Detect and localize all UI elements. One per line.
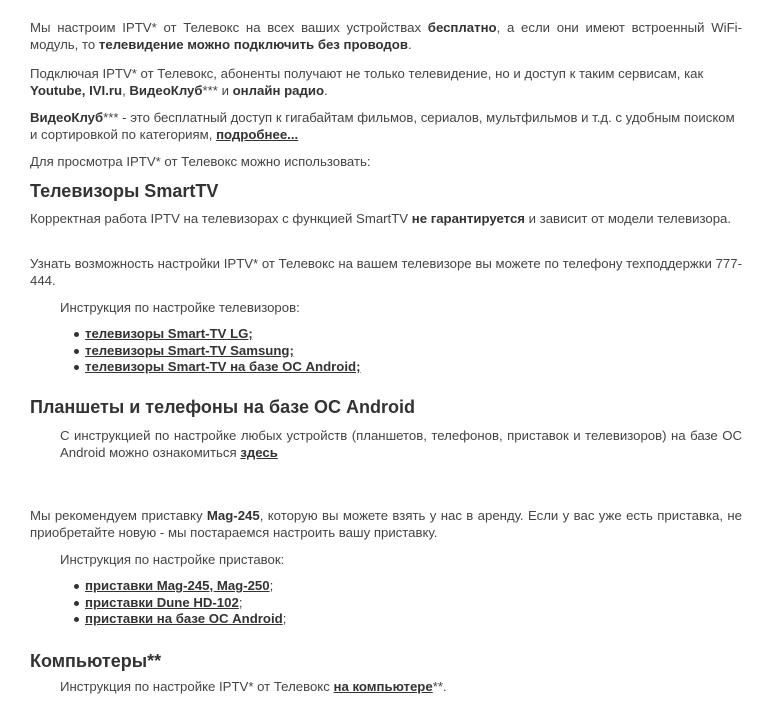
- list-item: [85, 611, 286, 628]
- emphasis-radio: онлайн радио: [232, 82, 325, 98]
- list-item: [85, 343, 360, 360]
- text: *** и: [202, 82, 233, 98]
- text: *** - это бесплатный доступ к гигабайтам фильмов, сериалов, мультфильмов и т.д. с удобным поиском и сортировкой по категориям,: [30, 110, 735, 142]
- list-item: [85, 359, 360, 376]
- text: ;: [269, 578, 274, 593]
- smarttv-paragraph-2: Узнать возможность настройки IPTV* от Телевокс на вашем телевизоре вы можете по телефону техподдержки 777-444.: [30, 256, 742, 288]
- android-paragraph: [60, 428, 742, 461]
- list-item: [85, 595, 286, 612]
- text: , а если они имеют встроенный WiFi-модуль, то: [30, 20, 742, 52]
- settop-android-link[interactable]: приставки на базе ОС Android: [85, 611, 283, 626]
- mag-link[interactable]: приставки Mag-245, Mag-250: [85, 578, 270, 593]
- text: и зависит от модели телевизора.: [524, 211, 732, 226]
- text: .: [324, 82, 328, 98]
- text: Мы настроим IPTV* от Телевокс на всех ваших устройствах: [30, 20, 428, 35]
- emphasis-videoclub: ВидеоКлуб: [129, 82, 203, 98]
- tv-instructions-list: [30, 326, 360, 376]
- intro-paragraph-4: Для просмотра IPTV* от Телевокс можно использовать:: [30, 154, 371, 169]
- emphasis-wireless: телевидение можно подключить без проводов: [98, 36, 408, 52]
- tv-lg-link[interactable]: телевизоры Smart-TV LG;: [85, 326, 253, 341]
- dune-link[interactable]: приставки Dune HD-102: [85, 594, 239, 610]
- computers-paragraph: [60, 679, 447, 696]
- intro-paragraph-3: [30, 110, 742, 143]
- text: ;: [238, 594, 243, 610]
- here-link[interactable]: здесь: [240, 444, 278, 460]
- settop-instructions-title: Инструкция по настройке приставок:: [60, 552, 285, 567]
- emphasis-free: бесплатно: [427, 20, 497, 35]
- intro-paragraph-2: [30, 66, 742, 99]
- tv-instructions-title: Инструкция по настройке телевизоров:: [60, 300, 300, 315]
- emphasis-services: Youtube, IVI.ru: [30, 82, 123, 98]
- list-item: [85, 326, 360, 343]
- text: ,: [122, 82, 130, 98]
- text: ;: [282, 611, 287, 626]
- list-item: [85, 578, 286, 595]
- tv-android-link[interactable]: телевизоры Smart-TV на базе ОС Android;: [85, 359, 361, 374]
- more-link[interactable]: подробнее...: [216, 126, 299, 142]
- intro-paragraph-1: [30, 20, 742, 53]
- text: С инструкцией по настройке любых устройств (планшетов, телефонов, приставок и телевизоров) на базе ОС Android можно ознакомиться: [60, 428, 742, 460]
- emphasis-mag245: Mag-245: [206, 508, 260, 523]
- text: Подключая IPTV* от Телевокс, абоненты получают не только телевидение, но и доступ к таким сервисам, как: [30, 66, 704, 81]
- settop-paragraph: [30, 508, 742, 541]
- text: Инструкция по настройке IPTV* от Телевокс: [60, 679, 334, 694]
- tv-samsung-link[interactable]: телевизоры Smart-TV Samsung;: [85, 342, 294, 358]
- smarttv-paragraph-1: [30, 211, 742, 228]
- computer-link[interactable]: на компьютере: [333, 679, 433, 694]
- text: .: [407, 36, 412, 52]
- emphasis-not-guaranteed: не гарантируется: [411, 211, 525, 226]
- android-heading: Планшеты и телефоны на базе ОС Android: [30, 397, 416, 417]
- text: Корректная работа IPTV на телевизорах с функцией SmartTV: [30, 211, 412, 226]
- text: Мы рекомендуем приставку: [30, 508, 207, 523]
- text: , которую вы можете взять у нас в аренду. Если у вас уже есть приставка, не приобретайте новую - мы постараемся настроить вашу приставку.: [30, 508, 742, 540]
- settop-instructions-list: [30, 578, 286, 628]
- smarttv-heading: Телевизоры SmartTV: [30, 181, 219, 201]
- computers-heading: Компьютеры**: [30, 651, 162, 671]
- emphasis-videoclub: ВидеоКлуб: [30, 110, 104, 125]
- text: **.: [432, 679, 447, 694]
